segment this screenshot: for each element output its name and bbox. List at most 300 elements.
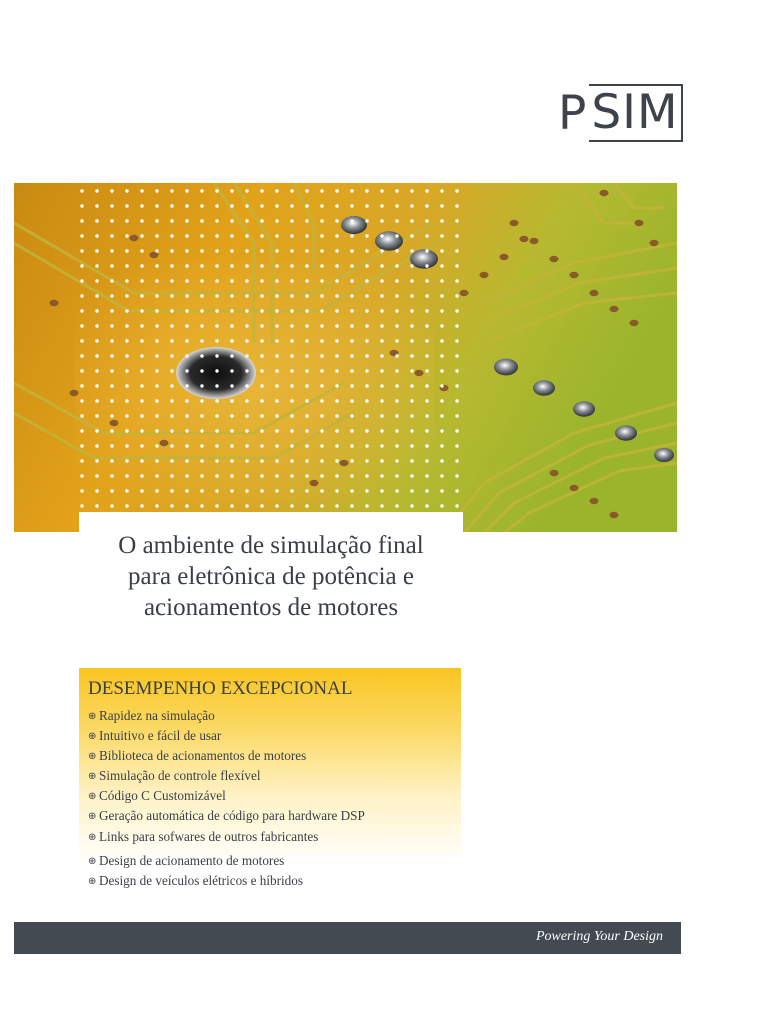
overlay-dot xyxy=(335,264,338,267)
overlay-dot xyxy=(95,204,98,207)
overlay-dot xyxy=(440,414,443,417)
overlay-dot xyxy=(290,249,293,252)
overlay-dot xyxy=(455,279,458,282)
overlay-dot xyxy=(230,489,233,492)
overlay-dot xyxy=(95,459,98,462)
overlay-dot xyxy=(305,219,308,222)
overlay-dot xyxy=(305,369,308,372)
overlay-dot xyxy=(335,399,338,402)
overlay-dot xyxy=(185,204,188,207)
overlay-dot xyxy=(155,264,158,267)
overlay-dot xyxy=(95,339,98,342)
overlay-dot xyxy=(80,189,83,192)
feature-item: ⊕ Design de veículos elétricos e híbridos xyxy=(88,873,303,888)
solder-pad xyxy=(570,272,579,278)
overlay-dot xyxy=(245,249,248,252)
overlay-dot xyxy=(410,324,413,327)
solder-pad xyxy=(550,470,559,476)
overlay-dot xyxy=(305,264,308,267)
circled-plus-icon: ⊕ xyxy=(88,750,97,762)
overlay-dot xyxy=(185,414,188,417)
overlay-dot xyxy=(275,354,278,357)
overlay-dot xyxy=(395,459,398,462)
overlay-dot xyxy=(320,204,323,207)
overlay-dot xyxy=(275,264,278,267)
overlay-dot xyxy=(395,369,398,372)
overlay-dot xyxy=(320,429,323,432)
overlay-dot xyxy=(365,189,368,192)
overlay-dot xyxy=(380,324,383,327)
overlay-dot xyxy=(95,429,98,432)
overlay-dot xyxy=(290,309,293,312)
overlay-dot xyxy=(350,324,353,327)
overlay-dot xyxy=(395,219,398,222)
overlay-dot xyxy=(245,294,248,297)
features-panel xyxy=(79,668,461,900)
overlay-dot xyxy=(455,339,458,342)
solder-pad xyxy=(160,440,169,446)
overlay-dot xyxy=(275,444,278,447)
via-hole xyxy=(375,231,403,251)
overlay-dot xyxy=(95,474,98,477)
overlay-dot xyxy=(110,324,113,327)
overlay-dot xyxy=(110,264,113,267)
overlay-dot xyxy=(215,189,218,192)
overlay-dot xyxy=(140,324,143,327)
overlay-dot xyxy=(305,249,308,252)
overlay-dot xyxy=(110,294,113,297)
via-hole xyxy=(410,249,438,269)
overlay-dot xyxy=(260,414,263,417)
overlay-dot xyxy=(170,444,173,447)
overlay-dot xyxy=(335,414,338,417)
overlay-dot xyxy=(215,219,218,222)
overlay-dot xyxy=(215,414,218,417)
circled-plus-icon: ⊕ xyxy=(88,710,97,722)
overlay-dot xyxy=(425,264,428,267)
overlay-dot xyxy=(155,414,158,417)
circled-plus-icon: ⊕ xyxy=(88,810,97,822)
solder-pad xyxy=(340,460,349,466)
tagline-line-2: para eletrônica de potência e xyxy=(128,563,414,590)
overlay-dot xyxy=(185,294,188,297)
overlay-dot xyxy=(200,324,203,327)
overlay-dot xyxy=(365,474,368,477)
overlay-dot xyxy=(320,444,323,447)
overlay-dot xyxy=(260,474,263,477)
solder-pad xyxy=(590,498,599,504)
overlay-dot xyxy=(380,444,383,447)
overlay-dot xyxy=(80,474,83,477)
overlay-dot xyxy=(275,429,278,432)
overlay-dot xyxy=(245,219,248,222)
overlay-dot xyxy=(95,309,98,312)
overlay-dot xyxy=(410,339,413,342)
overlay-dot xyxy=(290,369,293,372)
overlay-dot xyxy=(110,234,113,237)
overlay-dot xyxy=(80,354,83,357)
overlay-dot xyxy=(440,354,443,357)
overlay-dot xyxy=(245,324,248,327)
overlay-dot xyxy=(305,399,308,402)
overlay-dot xyxy=(170,489,173,492)
overlay-dot xyxy=(365,354,368,357)
circled-plus-icon: ⊕ xyxy=(88,790,97,802)
overlay-dot xyxy=(110,414,113,417)
overlay-dot xyxy=(140,429,143,432)
overlay-dot xyxy=(410,204,413,207)
overlay-dot xyxy=(395,444,398,447)
overlay-dot xyxy=(215,204,218,207)
overlay-dot xyxy=(350,204,353,207)
overlay-dot xyxy=(215,474,218,477)
overlay-dot xyxy=(215,354,218,357)
feature-item: ⊕ Intuitivo e fácil de usar xyxy=(88,728,222,743)
solder-pad xyxy=(550,256,559,262)
feature-item: ⊕ Simulação de controle flexível xyxy=(88,768,261,783)
overlay-dot xyxy=(140,474,143,477)
overlay-dot xyxy=(170,429,173,432)
overlay-dot xyxy=(335,219,338,222)
overlay-dot xyxy=(170,339,173,342)
overlay-dot xyxy=(200,414,203,417)
overlay-dot xyxy=(110,354,113,357)
solder-pad xyxy=(50,300,59,306)
footer-slogan: Powering Your Design xyxy=(535,929,663,944)
overlay-dot xyxy=(410,459,413,462)
overlay-dot xyxy=(230,354,233,357)
overlay-dot xyxy=(185,504,188,507)
overlay-dot xyxy=(365,294,368,297)
overlay-dot xyxy=(395,504,398,507)
psim-logo xyxy=(558,84,683,142)
overlay-dot xyxy=(380,339,383,342)
overlay-dot xyxy=(395,324,398,327)
feature-item: ⊕ Código C Customizável xyxy=(88,788,226,803)
overlay-dot xyxy=(335,339,338,342)
overlay-dot xyxy=(95,219,98,222)
overlay-dot xyxy=(95,399,98,402)
overlay-dot xyxy=(455,249,458,252)
overlay-dot xyxy=(440,384,443,387)
overlay-dot xyxy=(140,264,143,267)
overlay-dot xyxy=(350,294,353,297)
overlay-dot xyxy=(380,369,383,372)
overlay-dot xyxy=(320,189,323,192)
overlay-dot xyxy=(410,369,413,372)
overlay-dot xyxy=(440,294,443,297)
overlay-dot xyxy=(275,384,278,387)
overlay-dot xyxy=(395,249,398,252)
overlay-dot xyxy=(185,339,188,342)
overlay-dot xyxy=(245,444,248,447)
overlay-dot xyxy=(290,429,293,432)
overlay-dot xyxy=(395,234,398,237)
overlay-dot xyxy=(230,219,233,222)
overlay-dot xyxy=(245,429,248,432)
overlay-dot xyxy=(410,354,413,357)
overlay-dot xyxy=(305,234,308,237)
circled-plus-icon: ⊕ xyxy=(88,831,97,843)
overlay-dot xyxy=(410,414,413,417)
overlay-dot xyxy=(365,204,368,207)
overlay-dot xyxy=(380,474,383,477)
overlay-dot xyxy=(455,459,458,462)
overlay-dot xyxy=(230,249,233,252)
overlay-dot xyxy=(110,369,113,372)
overlay-dot xyxy=(305,474,308,477)
via-hole xyxy=(494,359,518,376)
overlay-dot xyxy=(440,324,443,327)
overlay-dot xyxy=(425,294,428,297)
overlay-dot xyxy=(110,429,113,432)
overlay-dot xyxy=(155,219,158,222)
overlay-dot xyxy=(410,309,413,312)
overlay-dot xyxy=(215,234,218,237)
overlay-dot xyxy=(110,249,113,252)
overlay-dot xyxy=(95,354,98,357)
overlay-dot xyxy=(275,459,278,462)
overlay-dot xyxy=(125,294,128,297)
overlay-dot xyxy=(260,234,263,237)
overlay-dot xyxy=(185,249,188,252)
circuit-board-photo xyxy=(14,183,677,532)
overlay-dot xyxy=(125,324,128,327)
overlay-dot xyxy=(380,399,383,402)
overlay-dot xyxy=(320,489,323,492)
overlay-dot xyxy=(125,489,128,492)
overlay-dot xyxy=(335,489,338,492)
overlay-dot xyxy=(125,399,128,402)
overlay-dot xyxy=(80,264,83,267)
overlay-dot xyxy=(290,489,293,492)
overlay-dot xyxy=(395,354,398,357)
overlay-dot xyxy=(260,429,263,432)
overlay-dot xyxy=(125,249,128,252)
overlay-dot xyxy=(290,339,293,342)
overlay-dot xyxy=(305,309,308,312)
overlay-dot xyxy=(140,339,143,342)
overlay-dot xyxy=(275,324,278,327)
overlay-dot xyxy=(275,219,278,222)
overlay-dot xyxy=(365,309,368,312)
solder-pad xyxy=(590,290,599,296)
overlay-dot xyxy=(260,504,263,507)
overlay-dot xyxy=(245,474,248,477)
overlay-dot xyxy=(455,414,458,417)
overlay-dot xyxy=(215,309,218,312)
overlay-dot xyxy=(155,279,158,282)
overlay-dot xyxy=(125,504,128,507)
overlay-dot xyxy=(410,444,413,447)
overlay-dot xyxy=(410,474,413,477)
overlay-dot xyxy=(125,354,128,357)
overlay-dot xyxy=(380,459,383,462)
overlay-dot xyxy=(155,474,158,477)
overlay-dot xyxy=(230,384,233,387)
overlay-dot xyxy=(290,504,293,507)
overlay-dot xyxy=(440,264,443,267)
overlay-dot xyxy=(365,399,368,402)
overlay-dot xyxy=(125,189,128,192)
overlay-dot xyxy=(125,444,128,447)
overlay-dot xyxy=(320,234,323,237)
overlay-dot xyxy=(185,384,188,387)
overlay-dot xyxy=(170,504,173,507)
overlay-dot xyxy=(125,474,128,477)
overlay-dot xyxy=(170,369,173,372)
circled-plus-icon: ⊕ xyxy=(88,875,97,887)
overlay-dot xyxy=(455,354,458,357)
overlay-dot xyxy=(440,489,443,492)
overlay-dot xyxy=(290,279,293,282)
overlay-dot xyxy=(290,219,293,222)
overlay-dot xyxy=(320,219,323,222)
overlay-dot xyxy=(350,264,353,267)
overlay-dot xyxy=(440,219,443,222)
overlay-dot xyxy=(155,204,158,207)
overlay-dot xyxy=(155,429,158,432)
overlay-dot xyxy=(230,429,233,432)
overlay-dot xyxy=(260,294,263,297)
overlay-dot xyxy=(185,369,188,372)
overlay-dot xyxy=(425,189,428,192)
tagline-line-1: O ambiente de simulação final xyxy=(118,532,424,559)
overlay-dot xyxy=(365,264,368,267)
solder-pad xyxy=(500,254,509,260)
feature-item: ⊕ Biblioteca de acionamentos de motores xyxy=(88,748,307,763)
overlay-dot xyxy=(110,474,113,477)
solder-pad xyxy=(610,512,619,518)
overlay-dot xyxy=(185,279,188,282)
overlay-dot xyxy=(185,189,188,192)
overlay-dot xyxy=(410,189,413,192)
overlay-dot xyxy=(95,384,98,387)
overlay-dot xyxy=(230,459,233,462)
overlay-dot xyxy=(305,504,308,507)
overlay-dot xyxy=(260,354,263,357)
overlay-dot xyxy=(350,504,353,507)
overlay-dot xyxy=(410,279,413,282)
overlay-dot xyxy=(275,204,278,207)
overlay-dot xyxy=(155,489,158,492)
overlay-dot xyxy=(230,399,233,402)
overlay-dot xyxy=(395,339,398,342)
overlay-dot xyxy=(410,219,413,222)
overlay-dot xyxy=(80,279,83,282)
overlay-dot xyxy=(455,219,458,222)
overlay-dot xyxy=(80,429,83,432)
overlay-dot xyxy=(185,324,188,327)
overlay-dot xyxy=(320,369,323,372)
overlay-dot xyxy=(425,249,428,252)
via-hole xyxy=(615,425,637,440)
overlay-dot xyxy=(305,384,308,387)
overlay-dot xyxy=(125,219,128,222)
overlay-dot xyxy=(215,279,218,282)
overlay-dot xyxy=(155,324,158,327)
solder-pad xyxy=(310,480,319,486)
overlay-dot xyxy=(290,294,293,297)
overlay-dot xyxy=(425,504,428,507)
overlay-dot xyxy=(170,294,173,297)
overlay-dot xyxy=(170,324,173,327)
overlay-dot xyxy=(95,489,98,492)
overlay-dot xyxy=(455,264,458,267)
overlay-dot xyxy=(350,354,353,357)
overlay-dot xyxy=(290,234,293,237)
overlay-dot xyxy=(80,294,83,297)
overlay-dot xyxy=(245,189,248,192)
overlay-dot xyxy=(305,294,308,297)
overlay-dot xyxy=(410,489,413,492)
overlay-dot xyxy=(410,249,413,252)
overlay-dot xyxy=(395,204,398,207)
overlay-dot xyxy=(350,249,353,252)
overlay-dot xyxy=(200,294,203,297)
logo-boxed-letters: SIM xyxy=(589,84,682,142)
overlay-dot xyxy=(80,414,83,417)
overlay-dot xyxy=(200,264,203,267)
overlay-dot xyxy=(275,504,278,507)
overlay-dot xyxy=(320,399,323,402)
overlay-dot xyxy=(395,264,398,267)
footer-bar xyxy=(14,922,681,954)
overlay-dot xyxy=(215,369,218,372)
overlay-dot xyxy=(245,234,248,237)
overlay-dot xyxy=(260,399,263,402)
overlay-dot xyxy=(455,384,458,387)
overlay-dot xyxy=(305,444,308,447)
overlay-dot xyxy=(260,219,263,222)
overlay-dot xyxy=(395,489,398,492)
overlay-dot xyxy=(425,219,428,222)
overlay-dot xyxy=(440,459,443,462)
via-hole xyxy=(533,380,555,395)
overlay-dot xyxy=(320,324,323,327)
solder-pad xyxy=(150,252,159,258)
overlay-dot xyxy=(80,219,83,222)
overlay-dot xyxy=(455,399,458,402)
overlay-dot xyxy=(185,219,188,222)
overlay-dot xyxy=(335,234,338,237)
overlay-dot xyxy=(425,369,428,372)
overlay-dot xyxy=(455,294,458,297)
overlay-dot xyxy=(335,504,338,507)
overlay-dot xyxy=(425,399,428,402)
overlay-dot xyxy=(110,489,113,492)
overlay-dot xyxy=(320,504,323,507)
overlay-dot xyxy=(245,399,248,402)
overlay-dot xyxy=(215,324,218,327)
overlay-dot xyxy=(455,504,458,507)
overlay-dot xyxy=(455,324,458,327)
solder-pad xyxy=(110,420,119,426)
overlay-dot xyxy=(80,369,83,372)
overlay-dot xyxy=(200,384,203,387)
overlay-dot xyxy=(290,399,293,402)
overlay-dot xyxy=(350,219,353,222)
overlay-dot xyxy=(350,444,353,447)
overlay-dot xyxy=(200,489,203,492)
feature-item: ⊕ Design de acionamento de motores xyxy=(88,853,285,868)
overlay-dot xyxy=(275,249,278,252)
overlay-dot xyxy=(320,459,323,462)
overlay-dot xyxy=(350,309,353,312)
overlay-dot xyxy=(455,444,458,447)
overlay-dot xyxy=(230,204,233,207)
overlay-dot xyxy=(260,324,263,327)
